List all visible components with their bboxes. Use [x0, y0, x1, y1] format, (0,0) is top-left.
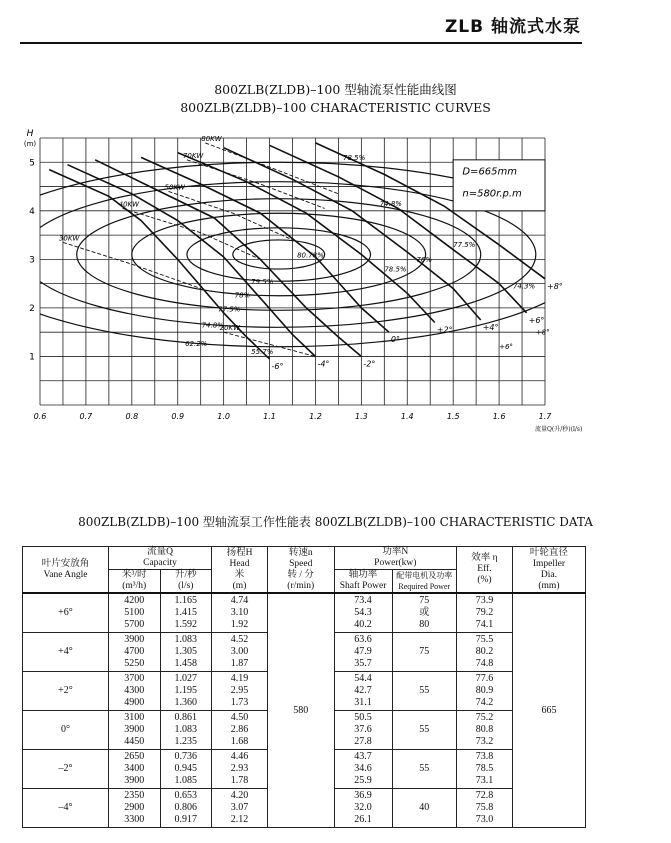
cell-value: 4.19 — [230, 673, 249, 684]
cell-head — [212, 750, 268, 789]
cell-value: 77.6 — [475, 673, 494, 684]
cell-value: 3900 — [124, 634, 145, 645]
header-rule — [20, 42, 582, 44]
header-eff-unit: (%) — [477, 575, 492, 585]
cell-value: 2.12 — [230, 814, 249, 825]
cell-value: 80 — [419, 619, 430, 630]
y-tick-label: 2 — [29, 303, 35, 314]
cell-value: 74.2 — [475, 697, 494, 708]
cell-value: 74.8 — [475, 658, 494, 669]
x-tick-label: 0.7 — [79, 412, 93, 421]
cell-value: 1.73 — [230, 697, 249, 708]
header-motor-en: Required Power — [398, 582, 451, 591]
cell-value: 78.5 — [475, 763, 494, 774]
header-shaft-en: Shaft Power — [339, 581, 387, 591]
cell-value: 5100 — [124, 607, 145, 618]
blade-angle-label: -2° — [363, 359, 376, 369]
cell-value: 4450 — [124, 736, 145, 747]
cell-value: 75.5 — [475, 634, 494, 645]
header-eff-en: Eff. — [477, 564, 492, 574]
header-speed-unit: (r/min) — [287, 580, 315, 591]
header-vane-cn: 叶片安放角 — [41, 558, 90, 569]
efficiency-label: 79.5% — [251, 277, 274, 286]
header-efficiency — [457, 547, 513, 594]
header-impeller-en2: Dia. — [540, 569, 557, 580]
header-cap-m3h-cn: 米³/时 — [121, 570, 147, 580]
y-tick-label: 4 — [29, 206, 35, 217]
cell-value: 73.8 — [475, 751, 494, 762]
y-tick-label: 3 — [29, 255, 35, 266]
cell-value: 1.027 — [174, 673, 198, 684]
efficiency-contour — [77, 199, 481, 311]
cell-vane-angle: +4° — [23, 633, 109, 672]
cell-value: 4700 — [124, 646, 145, 657]
header-eff-cn: 效率 η — [471, 553, 498, 563]
efficiency-label: 74.8% — [201, 321, 224, 330]
chart-title-cn: 800ZLB(ZLDB)–100 型轴流泵性能曲线图 — [214, 82, 457, 97]
brand-title: ZLB 轴流式水泵 — [444, 17, 581, 37]
cell-value: 73.0 — [475, 814, 494, 825]
x-tick-label: 1.0 — [217, 412, 231, 421]
characteristic-data-table — [22, 546, 586, 828]
cell-value — [393, 697, 456, 709]
header-impeller-en: Impeller — [532, 558, 566, 569]
cell-value — [393, 790, 456, 802]
cell-value: 79.2 — [475, 607, 494, 618]
cell-q_ls — [160, 633, 212, 672]
header-head-en: Head — [229, 558, 250, 569]
cell-vane-angle: 0° — [23, 711, 109, 750]
data-table-title: 800ZLB(ZLDB)–100 型轴流泵工作性能表 800ZLB(ZLDB)–100 CHARACTERISTIC DATA — [78, 515, 593, 529]
header-speed — [267, 547, 334, 594]
cell-value: 32.0 — [354, 802, 372, 813]
cell-q_m3h — [108, 672, 160, 711]
cell-motor — [392, 633, 456, 672]
annotation-label: 78.5% — [384, 265, 407, 274]
cell-value — [393, 775, 456, 787]
annotation-label: 74.3% — [512, 282, 536, 291]
cell-value: 73.1 — [475, 775, 494, 786]
table-row — [23, 593, 586, 633]
cell-value: 4.74 — [230, 595, 249, 606]
blade-angle-label: +2° — [436, 325, 453, 335]
blade-angle-curve — [224, 148, 481, 320]
header-speed-en: Speed — [289, 558, 313, 569]
x-axis-unit-label: 流量Q(升/秒)(l/s) — [535, 426, 583, 433]
annotation-label: 76% — [416, 255, 433, 264]
header-shaft-cn: 轴功率 — [348, 570, 378, 580]
cell-value: 1.085 — [174, 775, 198, 786]
cell-vane-angle: +6° — [23, 593, 109, 633]
header-capacity — [108, 547, 211, 570]
cell-shaft — [334, 593, 392, 633]
header-vane-angle — [23, 547, 109, 594]
header-head-cn: 扬程H — [226, 547, 253, 558]
cell-value: 0.917 — [174, 814, 198, 825]
header-cap-ls — [160, 570, 212, 594]
header-capacity-en: Capacity — [143, 558, 177, 568]
cell-vane-angle: –4° — [23, 789, 109, 828]
cell-eff — [457, 672, 513, 711]
cell-value: 1.68 — [230, 736, 249, 747]
header-shaft-power — [334, 570, 392, 594]
annotation-label: 55.7% — [251, 348, 274, 357]
power-label: 50KW — [164, 183, 185, 192]
cell-value: 54.4 — [354, 673, 372, 684]
header-impeller-cn: 叶轮直径 — [529, 547, 568, 558]
cell-shaft — [334, 633, 392, 672]
cell-value: 75 — [419, 595, 430, 606]
cell-value: 2650 — [124, 751, 145, 762]
header-cap-ls-unit: (l/s) — [178, 581, 194, 591]
cell-vane-angle: –2° — [23, 750, 109, 789]
y-axis-unit: (m) — [23, 140, 37, 148]
cell-value: 55 — [419, 685, 430, 696]
x-tick-label: 0.6 — [33, 412, 47, 421]
header-motor-cn: 配带电机及功率 — [396, 571, 453, 580]
cell-value: 1.235 — [174, 736, 198, 747]
cell-value: 1.305 — [174, 646, 198, 657]
cell-value: 74.1 — [475, 619, 494, 630]
cell-value: 50.5 — [354, 712, 372, 723]
cell-value — [393, 658, 456, 670]
cell-value: 4.46 — [230, 751, 249, 762]
cell-value: 80.8 — [475, 724, 494, 735]
header-power-en: Power(kw) — [374, 558, 417, 568]
cell-value: 72.8 — [475, 790, 494, 801]
cell-value: 26.1 — [354, 814, 372, 825]
cell-value: 75 — [419, 646, 430, 657]
cell-motor — [392, 672, 456, 711]
cell-value: 4900 — [124, 697, 145, 708]
efficiency-label: 80.78% — [297, 251, 324, 260]
cell-eff — [457, 789, 513, 828]
power-label: 40KW — [118, 200, 140, 209]
cell-value: 4.52 — [230, 634, 249, 645]
cell-value: 0.806 — [174, 802, 198, 813]
cell-value: 3.10 — [230, 607, 249, 618]
cell-value: 34.6 — [354, 763, 372, 774]
cell-value: 或 — [419, 607, 430, 618]
cell-q_ls — [160, 711, 212, 750]
cell-value: 1.92 — [230, 619, 249, 630]
cell-value: 55 — [419, 763, 430, 774]
cell-value: 36.9 — [354, 790, 372, 801]
cell-value: 1.195 — [174, 685, 198, 696]
cell-shaft — [334, 672, 392, 711]
cell-value: 40.2 — [354, 619, 372, 630]
annotation-label: 74.8% — [379, 199, 402, 208]
cell-vane-angle: +2° — [23, 672, 109, 711]
cell-q_ls — [160, 593, 212, 633]
cell-motor — [392, 750, 456, 789]
cell-head — [212, 633, 268, 672]
cell-value — [393, 736, 456, 748]
cell-value: 1.360 — [174, 697, 198, 708]
cell-value: 0.945 — [174, 763, 198, 774]
efficiency-label: 78% — [234, 291, 251, 300]
blade-angle-label: 0° — [390, 335, 401, 345]
cell-eff — [457, 593, 513, 633]
cell-q_m3h — [108, 633, 160, 672]
header-head-unit-cn: 米 — [234, 569, 245, 580]
cell-value: 37.6 — [354, 724, 372, 735]
cell-value: 1.592 — [174, 619, 198, 630]
cell-value: 31.1 — [354, 697, 372, 708]
annotation-label: 77.5% — [453, 241, 476, 250]
cell-value: 47.9 — [354, 646, 372, 657]
blade-angle-label: -6° — [271, 361, 284, 371]
cell-motor — [392, 593, 456, 633]
cell-value — [393, 751, 456, 763]
cell-value: 5250 — [124, 658, 145, 669]
y-tick-label: 5 — [29, 158, 35, 169]
x-tick-label: 1.2 — [309, 412, 322, 421]
cell-q_ls — [160, 672, 212, 711]
x-tick-label: 1.1 — [263, 412, 276, 421]
cell-value: 3100 — [124, 712, 145, 723]
efficiency-label: 77.5% — [218, 305, 241, 314]
cell-value: 1.458 — [174, 658, 198, 669]
cell-value: 4.50 — [230, 712, 249, 723]
cell-value: 3900 — [124, 775, 145, 786]
cell-value: 25.9 — [354, 775, 372, 786]
cell-value: 73.4 — [354, 595, 372, 606]
efficiency-label: 62.2% — [185, 340, 208, 349]
header-cap-m3h-unit: (m³/h) — [122, 581, 147, 591]
cell-value: 80.2 — [475, 646, 494, 657]
cell-value: 4200 — [124, 595, 145, 606]
y-axis-label: H — [26, 129, 34, 139]
cell-head — [212, 789, 268, 828]
cell-eff — [457, 633, 513, 672]
blade-angle-curve — [178, 153, 435, 323]
blade-angle-label: -4° — [317, 359, 330, 369]
header-capacity-cn: 流量Q — [147, 547, 173, 557]
cell-value: 55 — [419, 724, 430, 735]
header-power-cn: 功率N — [382, 547, 409, 557]
cell-eff — [457, 711, 513, 750]
cell-motor — [392, 711, 456, 750]
power-label: 30KW — [58, 234, 80, 243]
cell-value: 3700 — [124, 673, 145, 684]
cell-value: 3400 — [124, 763, 145, 774]
header-power — [334, 547, 456, 570]
header-speed-cn: 转速n — [288, 547, 313, 558]
cell-value: 73.9 — [475, 595, 494, 606]
cell-shaft — [334, 711, 392, 750]
cell-value: 2.93 — [230, 763, 249, 774]
cell-head — [212, 593, 268, 633]
header-impeller — [512, 547, 585, 594]
header-cap-ls-cn: 升/秒 — [174, 570, 197, 580]
cell-value: 1.78 — [230, 775, 249, 786]
cell-value: 40 — [419, 802, 430, 813]
x-tick-label: 1.4 — [400, 412, 414, 421]
cell-value: 2900 — [124, 802, 145, 813]
cell-value: 75.2 — [475, 712, 494, 723]
cell-q_m3h — [108, 789, 160, 828]
y-tick-label: 1 — [29, 352, 35, 363]
cell-shaft — [334, 750, 392, 789]
characteristic-curves-chart — [0, 120, 671, 440]
cell-value: 4300 — [124, 685, 145, 696]
annotation-label: 78.5% — [343, 153, 366, 162]
cell-value — [393, 814, 456, 826]
x-tick-label: 0.8 — [125, 412, 139, 421]
cell-value: 2350 — [124, 790, 145, 801]
cell-value: 0.653 — [174, 790, 198, 801]
cell-value — [393, 712, 456, 724]
blade-angle-label: +4° — [482, 323, 499, 333]
cell-value: 1.415 — [174, 607, 198, 618]
cell-value: 1.87 — [230, 658, 249, 669]
cell-value: 0.736 — [174, 751, 198, 762]
cell-value: 75.8 — [475, 802, 494, 813]
header-speed-unit-cn: 转 / 分 — [287, 569, 314, 580]
blade-angle-label: +8° — [547, 281, 563, 291]
chart-title-en: 800ZLB(ZLDB)–100 CHARACTERISTIC CURVES — [180, 100, 491, 115]
cell-q_m3h — [108, 593, 160, 633]
x-tick-label: 1.6 — [492, 412, 506, 421]
cell-value: 1.165 — [174, 595, 198, 606]
cell-value: 1.083 — [174, 634, 198, 645]
header-head — [212, 547, 268, 594]
header-motor-power — [392, 570, 456, 594]
cell-value: 2.86 — [230, 724, 249, 735]
header-cap-m3h — [108, 570, 160, 594]
cell-value: 4.20 — [230, 790, 249, 801]
x-tick-label: 1.7 — [538, 412, 552, 421]
cell-value: 5700 — [124, 619, 145, 630]
cell-value: 35.7 — [354, 658, 372, 669]
cell-value: 80.9 — [475, 685, 494, 696]
blade-angle-label: +6° — [528, 315, 545, 325]
cell-value: 3.07 — [230, 802, 249, 813]
header-impeller-unit: (mm) — [538, 580, 560, 591]
cell-value: 43.7 — [354, 751, 372, 762]
cell-value: 73.2 — [475, 736, 494, 747]
x-tick-label: 1.5 — [446, 412, 460, 421]
cell-value: 42.7 — [354, 685, 372, 696]
cell-value: 1.083 — [174, 724, 198, 735]
x-tick-label: 0.9 — [171, 412, 185, 421]
cell-shaft — [334, 789, 392, 828]
efficiency-contour — [187, 228, 371, 281]
power-label: 20KW — [219, 324, 241, 333]
data-table-body — [23, 593, 586, 828]
power-label: 70KW — [182, 151, 204, 160]
x-tick-label: 1.3 — [354, 412, 368, 421]
annotation-label: +8° — [535, 328, 550, 337]
cell-motor — [392, 789, 456, 828]
cell-speed: 580 — [267, 593, 334, 828]
cell-head — [212, 672, 268, 711]
cell-value: 3300 — [124, 814, 145, 825]
header-head-unit: (m) — [232, 580, 247, 591]
cell-value — [393, 634, 456, 646]
cell-value: 0.861 — [174, 712, 198, 723]
cell-q_m3h — [108, 711, 160, 750]
info-box-text: D=665mm — [462, 166, 518, 178]
header-vane-en: Vane Angle — [43, 569, 88, 580]
annotation-label: +6° — [499, 343, 513, 352]
cell-q_ls — [160, 789, 212, 828]
cell-eff — [457, 750, 513, 789]
cell-value: 3900 — [124, 724, 145, 735]
cell-value: 2.95 — [230, 685, 249, 696]
cell-value: 27.8 — [354, 736, 372, 747]
cell-head — [212, 711, 268, 750]
cell-value: 54.3 — [354, 607, 372, 618]
cell-value — [393, 673, 456, 685]
cell-value: 3.00 — [230, 646, 249, 657]
cell-q_m3h — [108, 750, 160, 789]
cell-q_ls — [160, 750, 212, 789]
info-box-text: n=580r.p.m — [462, 188, 522, 200]
cell-value: 63.6 — [354, 634, 372, 645]
cell-impeller: 665 — [512, 593, 585, 828]
power-label: 80KW — [201, 134, 222, 143]
